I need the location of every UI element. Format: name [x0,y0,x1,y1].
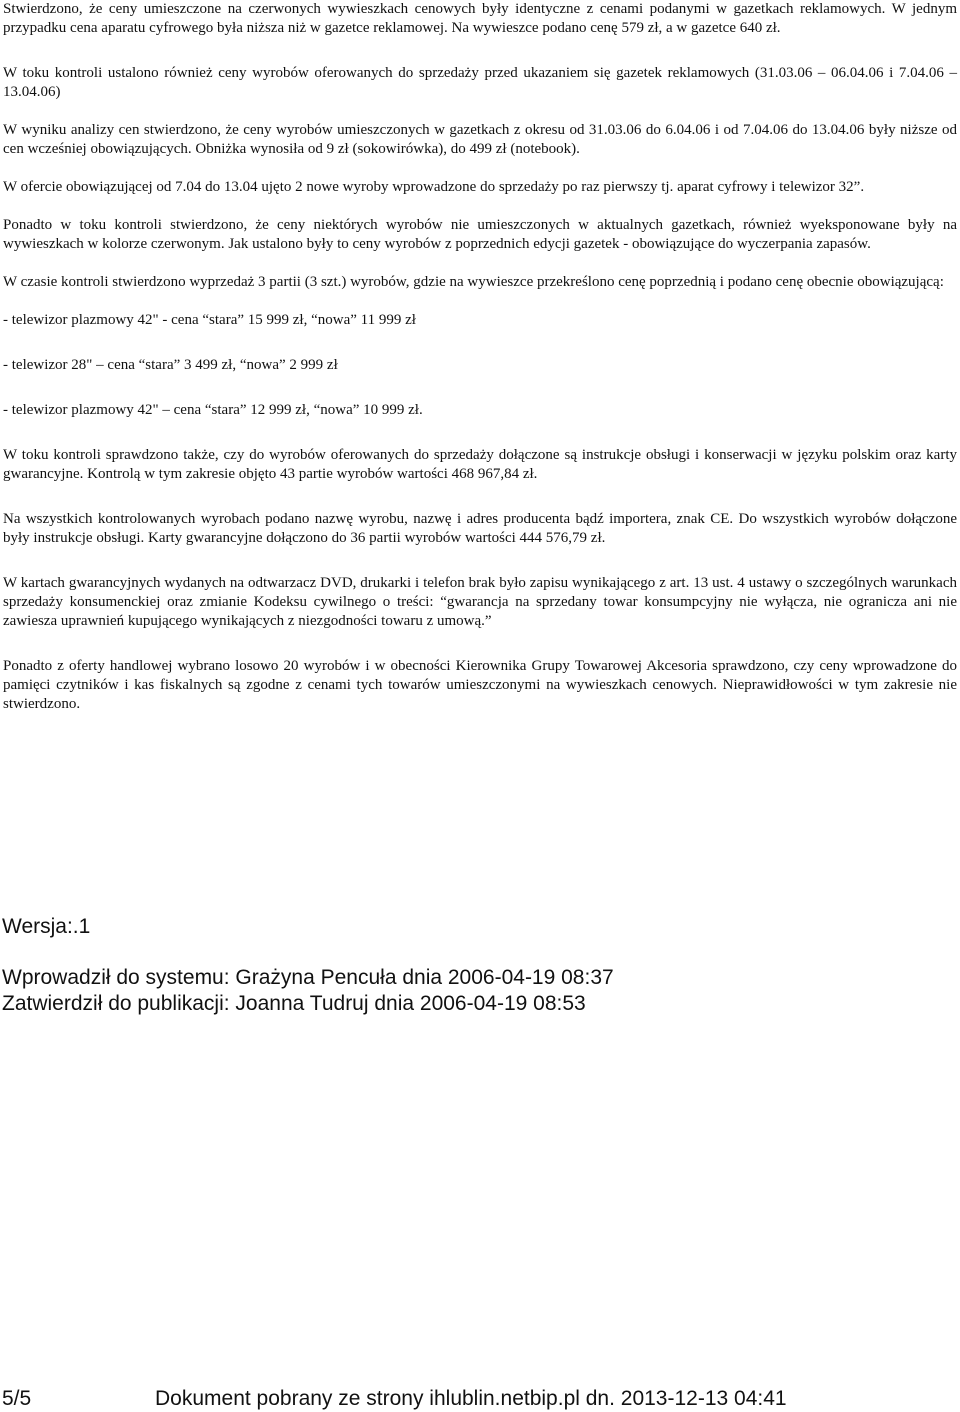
paragraph-warranty-cards: W kartach gwarancyjnych wydanych na odtwarzacz DVD, drukarki i telefon brak było zapisu wynikającego z art. 13 ust. 4 ustawy o szczególnych warunkach sprzedaży konsumenckiej oraz zmianie Kodeksu cywilnego o treści: “gwarancja na sprzedany towar konsumpcyjny nie wyłącza, nie ogranicza ani nie zawiesza uprawnień kupującego wynikających z niezgodności towaru z umową.” [3,575,957,629]
paragraph-prices-before-leaflets: W toku kontroli ustalono również ceny wyrobów oferowanych do sprzedaży przed ukazaniem się gazetek reklamowych (31.03.06 – 06.04.06 i 7.04.06 – 13.04.06) [3,65,957,100]
paragraph-new-products: W ofercie obowiązującej od 7.04 do 13.04 ujęto 2 nowe wyroby wprowadzone do sprzedaży po raz pierwszy tj. aparat cyfrowy i telewizor 32”. [3,179,865,195]
paragraph-price-analysis: W wyniku analizy cen stwierdzono, że ceny wyrobów umieszczonych w gazetkach z okresu od 31.03.06 do 6.04.06 i od 7.04.06 do 13.04.06 były niższe od cen wcześniej obowiązujących. Obniżka wynosiła od 9 zł (sokowirówka), do 499 zł (notebook). [3,122,957,157]
list-item-plasma-tv-2: - telewizor plazmowy 42" – cena “stara” 12 999 zł, “nowa” 10 999 zł. [3,402,423,418]
paragraph-price-comparison: Stwierdzono, że ceny umieszczone na czerwonych wywieszkach cenowych były identyczne z cenami podanymi w gazetkach reklamowych. W jednym przypadku cena aparatu cyfrowego była niższa niż w gazetce reklamowej. Na wywieszce podano cenę 579 zł, a w gazetce 640 zł. [3,1,957,36]
page-number: 5/5 [2,1387,32,1410]
paragraph-clearance-sale: W czasie kontroli stwierdzono wyprzedaż 3 partii (3 szt.) wyrobów, gdzie na wywieszce przekreślono cenę poprzednią i podano cenę obecnie obowiązującą: [3,274,944,290]
paragraph-product-labelling: Na wszystkich kontrolowanych wyrobach podano nazwę wyrobu, nazwę i adres producenta bądź importera, znak CE. Do wszystkich wyrobów dołączone były instrukcje obsługi. Karty gwarancyjne dołączono do 36 partii wyrobów wartości 444 576,79 zł. [3,511,957,546]
list-item-tv-28: - telewizor 28" – cena “stara” 3 499 zł, “nowa” 2 999 zł [3,357,338,373]
approved-by-line: Zatwierdził do publikacji: Joanna Tudruj dnia 2006-04-19 08:53 [2,992,586,1015]
entered-by-line: Wprowadził do systemu: Grażyna Pencuła dnia 2006-04-19 08:37 [2,966,614,989]
paragraph-instructions-check: W toku kontroli sprawdzono także, czy do wyrobów oferowanych do sprzedaży dołączone są instrukcje obsługi i konserwacji w języku polskim oraz karty gwarancyjne. Kontrolą w tym zakresie objęto 43 partie wyrobów wartości 468 967,84 zł. [3,447,957,482]
download-source: Dokument pobrany ze strony ihlublin.netbip.pl dn. 2013-12-13 04:41 [155,1387,787,1410]
list-item-plasma-tv-1: - telewizor plazmowy 42" - cena “stara” 15 999 zł, “nowa” 11 999 zł [3,312,416,328]
paragraph-red-tags: Ponadto w toku kontroli stwierdzono, że ceny niektórych wyrobów nie umieszczonych w aktualnych gazetkach, również wyeksponowane były na wywieszkach w kolorze czerwonym. Jak ustalono były to ceny wyrobów z poprzednich edycji gazetek - obowiązujące do wyczerpania zapasów. [3,217,957,252]
document-version: Wersja:.1 [2,915,91,938]
document-body [3,0,957,733]
paragraph-cash-register-check: Ponadto z oferty handlowej wybrano losowo 20 wyrobów i w obecności Kierownika Grupy Towarowej Akcesoria sprawdzono, czy ceny wprowadzone do pamięci czytników i kas fiskalnych są zgodne z cenami tych towarów umieszczonymi na wywieszkach cenowych. Nieprawidłowości w tym zakresie nie stwierdzono. [3,658,957,712]
